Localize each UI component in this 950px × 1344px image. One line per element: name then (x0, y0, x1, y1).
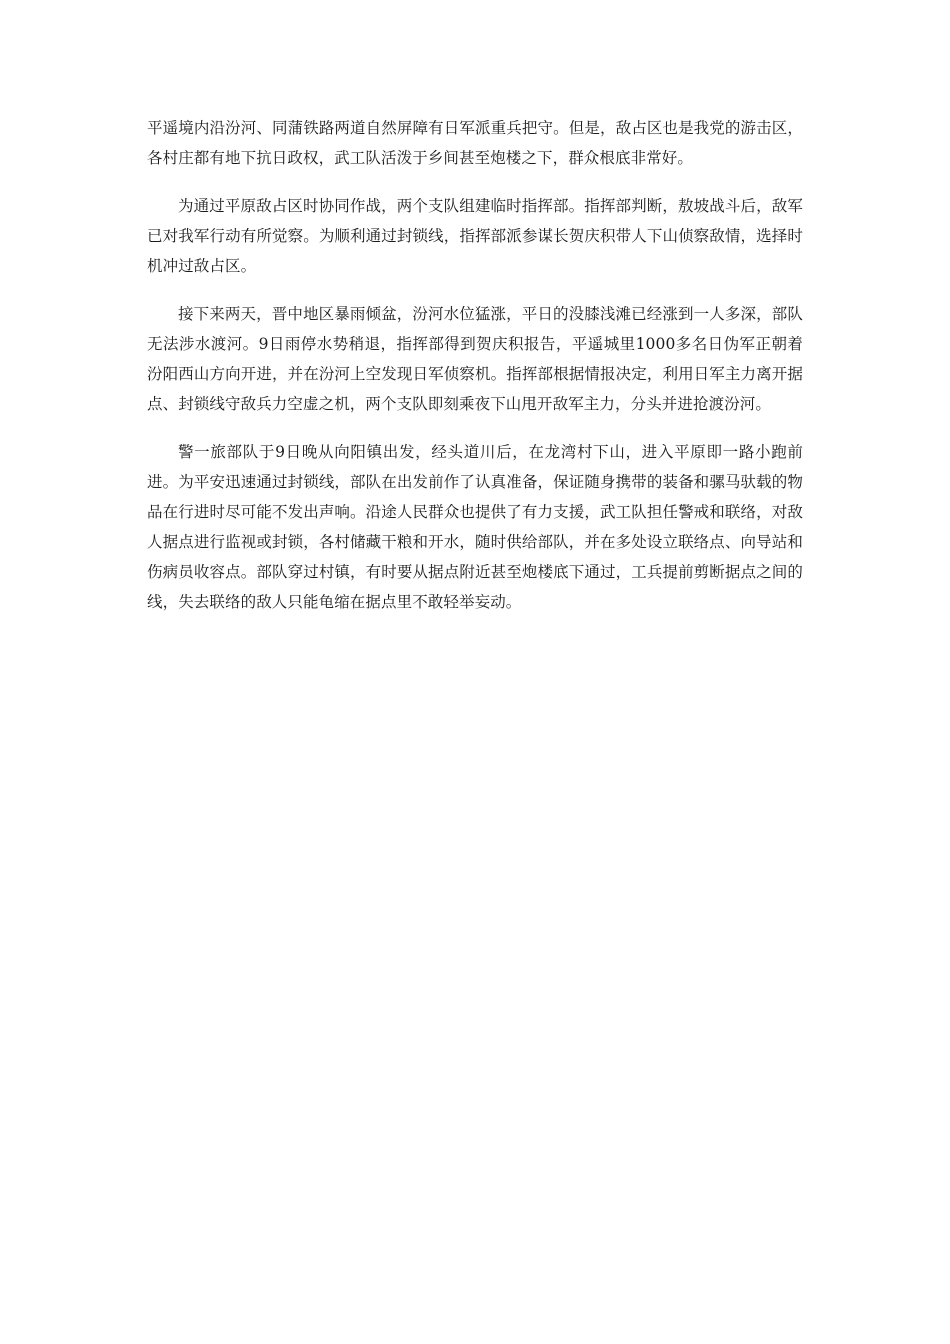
paragraph-3: 接下来两天，晋中地区暴雨倾盆，汾河水位猛涨，平日的没膝浅滩已经涨到一人多深，部队无法涉水渡河。9日雨停水势稍退，指挥部得到贺庆积报告，平遥城里1000多名日伪军正朝着汾阳西山方向开进，并在汾河上空发现日军侦察机。指挥部根据情报决定，利用日军主力离开据点、封锁线守敌兵力空虚之机，两个支队即刻乘夜下山甩开敌军主力，分头并进抢渡汾河。 (147, 305, 803, 413)
document-body (147, 113, 835, 635)
paragraph-1: 平遥境内沿汾河、同蒲铁路两道自然屏障有日军派重兵把守。但是，敌占区也是我党的游击区，各村庄都有地下抗日政权，武工队活泼于乡间甚至炮楼之下，群众根底非常好。 (147, 119, 803, 167)
paragraph-4: 警一旅部队于9日晚从向阳镇出发，经头道川后，在龙湾村下山，进入平原即一路小跑前进。为平安迅速通过封锁线，部队在出发前作了认真准备，保证随身携带的装备和骡马驮载的物品在行进时尽可能不发出声响。沿途人民群众也提供了有力支援，武工队担任警戒和联络，对敌人据点进行监视或封锁，各村储藏干粮和开水，随时供给部队，并在多处设立联络点、向导站和伤病员收容点。部队穿过村镇，有时要从据点附近甚至炮楼底下通过，工兵提前剪断据点之间的 线，失去联络的敌人只能龟缩在据点里不敢轻举妄动。 (147, 443, 835, 611)
paragraph-2: 为通过平原敌占区时协同作战，两个支队组建临时指挥部。指挥部判断，敖坡战斗后，敌军已对我军行动有所觉察。为顺利通过封锁线，指挥部派参谋长贺庆积带人下山侦察敌情，选择时机冲过敌占区。 (147, 197, 803, 275)
